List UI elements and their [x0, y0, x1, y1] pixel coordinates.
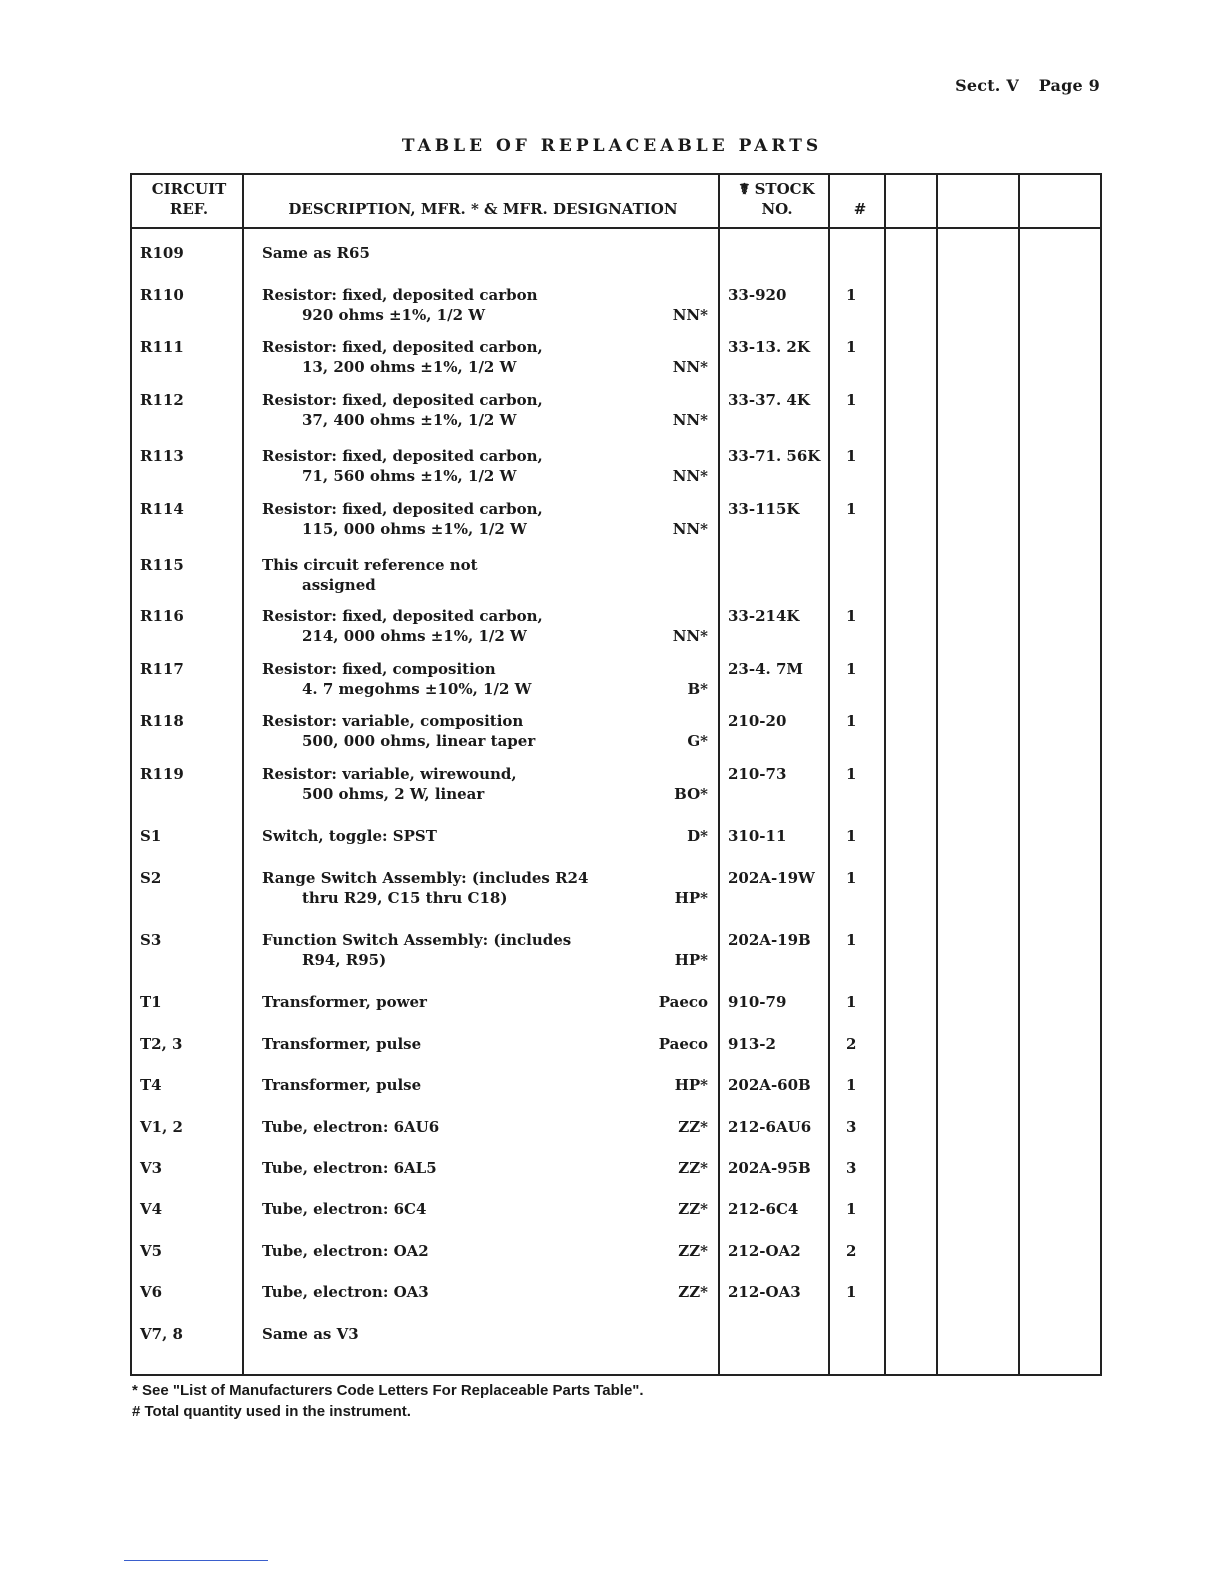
stock-number: 33-920 [728, 286, 787, 304]
description-line-1: Resistor: variable, wirewound, [262, 765, 517, 783]
column-divider [718, 175, 720, 1374]
description-line-2: thru R29, C15 thru C18) [302, 889, 508, 907]
circuit-ref: V6 [140, 1283, 163, 1301]
column-header-line: ☤ STOCK [739, 180, 815, 198]
circuit-ref: R111 [140, 338, 184, 356]
stock-number: 33-37. 4K [728, 391, 810, 409]
table-title: TABLE OF REPLACEABLE PARTS [401, 136, 823, 156]
circuit-ref: R113 [140, 447, 184, 465]
manufacturer-code: ZZ* [678, 1159, 708, 1177]
circuit-ref: V4 [140, 1200, 163, 1218]
circuit-ref: T4 [140, 1076, 162, 1094]
manufacturer-code: NN* [672, 358, 708, 376]
page-header [955, 76, 1100, 95]
description-line-1: Tube, electron: 6AU6 [262, 1118, 440, 1136]
description-line-2: 214, 000 ohms ±1%, 1/2 W [302, 627, 527, 645]
quantity: 1 [846, 1283, 857, 1301]
description-line-2: 500, 000 ohms, linear taper [302, 732, 536, 750]
description-line-1: Resistor: fixed, composition [262, 660, 496, 678]
description [262, 446, 592, 486]
description [262, 390, 592, 430]
manufacturer-code: ZZ* [678, 1283, 708, 1301]
description [262, 1241, 592, 1261]
circuit-ref: V7, 8 [140, 1325, 183, 1343]
quantity: 3 [846, 1118, 857, 1136]
description [262, 1158, 592, 1178]
quantity: 1 [846, 391, 857, 409]
description-line-1: Range Switch Assembly: (includes R24 [262, 869, 589, 887]
manufacturer-code: NN* [672, 306, 708, 324]
circuit-ref: R117 [140, 660, 184, 678]
description [262, 555, 592, 595]
description [262, 1324, 592, 1344]
column-header-line: REF. [169, 200, 209, 218]
description-line-1: Resistor: fixed, deposited carbon, [262, 607, 543, 625]
description-line-1: Resistor: fixed, deposited carbon, [262, 391, 543, 409]
description [262, 868, 592, 908]
quantity: 2 [846, 1242, 857, 1260]
description-line-1: Resistor: fixed, deposited carbon, [262, 500, 543, 518]
description-line-1: Transformer, pulse [262, 1076, 422, 1094]
quantity: 1 [846, 338, 857, 356]
description [262, 1034, 592, 1054]
quantity: 1 [846, 500, 857, 518]
parts-table [130, 173, 1102, 1376]
description-line-2: 920 ohms ±1%, 1/2 W [302, 306, 486, 324]
description-line-1: Tube, electron: 6AL5 [262, 1159, 437, 1177]
circuit-ref: S2 [140, 869, 162, 887]
manufacturer-code: ZZ* [678, 1242, 708, 1260]
column-divider [884, 175, 886, 1374]
manufacturer-code: HP* [674, 889, 708, 907]
description [262, 499, 592, 539]
circuit-ref: T2, 3 [140, 1035, 183, 1053]
manufacturer-code: NN* [672, 411, 708, 429]
stock-number: 212-OA3 [728, 1283, 801, 1301]
section-label: Sect. V [955, 76, 1019, 95]
description-line-2: assigned [302, 576, 376, 594]
quantity: 1 [846, 1200, 857, 1218]
column-divider [242, 175, 244, 1374]
description-line-1: Function Switch Assembly: (includes [262, 931, 572, 949]
description-line-1: Switch, toggle: SPST [262, 827, 437, 845]
description [262, 930, 592, 970]
circuit-ref: S1 [140, 827, 162, 845]
stock-number: 212-OA2 [728, 1242, 801, 1260]
stock-number: 33-115K [728, 500, 800, 518]
manufacturer-code: BO* [674, 785, 708, 803]
description [262, 1199, 592, 1219]
footnotes [132, 1380, 644, 1422]
description-line-1: Resistor: fixed, deposited carbon, [262, 447, 543, 465]
description-line-2: 37, 400 ohms ±1%, 1/2 W [302, 411, 517, 429]
description-line-1: Resistor: variable, composition [262, 712, 524, 730]
circuit-ref: R116 [140, 607, 184, 625]
stock-number: 202A-95B [728, 1159, 811, 1177]
stock-number: 212-6C4 [728, 1200, 799, 1218]
quantity: 1 [846, 827, 857, 845]
page-number: Page 9 [1038, 76, 1100, 95]
description-line-1: Resistor: fixed, deposited carbon [262, 286, 538, 304]
column-header-stock-no [722, 179, 832, 231]
stock-number: 33-71. 56K [728, 447, 821, 465]
description-line-1: Resistor: fixed, deposited carbon, [262, 338, 543, 356]
description-line-2: 13, 200 ohms ±1%, 1/2 W [302, 358, 517, 376]
description-line-1: Tube, electron: OA2 [262, 1242, 429, 1260]
description-line-1: Transformer, pulse [262, 1035, 422, 1053]
description-line-2: 71, 560 ohms ±1%, 1/2 W [302, 467, 517, 485]
description-line-1: Same as R65 [262, 244, 370, 262]
description-line-1: Tube, electron: OA3 [262, 1283, 429, 1301]
column-divider [936, 175, 938, 1374]
circuit-ref: V5 [140, 1242, 163, 1260]
manufacturer-code: ZZ* [678, 1200, 708, 1218]
circuit-ref: R114 [140, 500, 184, 518]
circuit-ref: R115 [140, 556, 184, 574]
circuit-ref: R110 [140, 286, 184, 304]
footnote-manufacturer: * See "List of Manufacturers Code Letters For Replaceable Parts Table". [132, 1382, 644, 1399]
description [262, 337, 592, 377]
description [262, 826, 592, 846]
quantity: 1 [846, 660, 857, 678]
manufacturer-code: NN* [672, 520, 708, 538]
circuit-ref: R109 [140, 244, 184, 262]
column-header-description: DESCRIPTION, MFR. * & MFR. DESIGNATION [288, 200, 678, 218]
quantity: 1 [846, 1076, 857, 1094]
circuit-ref: V3 [140, 1159, 163, 1177]
column-header-quantity: # [853, 200, 867, 218]
circuit-ref: S3 [140, 931, 162, 949]
circuit-ref: R112 [140, 391, 184, 409]
quantity: 1 [846, 869, 857, 887]
description-line-1: Transformer, power [262, 993, 427, 1011]
manufacturer-code: HP* [674, 951, 708, 969]
manufacturer-code: NN* [672, 467, 708, 485]
description [262, 764, 592, 804]
stock-number: 202A-19W [728, 869, 815, 887]
description-line-2: 500 ohms, 2 W, linear [302, 785, 485, 803]
stock-number: 210-20 [728, 712, 787, 730]
stock-number: 202A-19B [728, 931, 811, 949]
manufacturer-code: HP* [674, 1076, 708, 1094]
manufacturer-code: B* [687, 680, 708, 698]
quantity: 2 [846, 1035, 857, 1053]
manufacturer-code: D* [687, 827, 708, 845]
quantity: 1 [846, 286, 857, 304]
description [262, 606, 592, 646]
footnote-quantity: # Total quantity used in the instrument. [132, 1403, 411, 1420]
description-line-2: R94, R95) [302, 951, 387, 969]
stock-number: 212-6AU6 [728, 1118, 812, 1136]
stock-number: 310-11 [728, 827, 787, 845]
quantity: 1 [846, 931, 857, 949]
quantity: 1 [846, 607, 857, 625]
description-line-1: This circuit reference not [262, 556, 478, 574]
description-line-1: Same as V3 [262, 1325, 359, 1343]
quantity: 1 [846, 447, 857, 465]
stock-number: 210-73 [728, 765, 787, 783]
manufacturer-code: Paeco [658, 1035, 708, 1053]
description [262, 1117, 592, 1137]
column-divider [1018, 175, 1020, 1374]
manufacturer-code: ZZ* [678, 1118, 708, 1136]
footer-rule [124, 1560, 268, 1561]
description-line-1: Tube, electron: 6C4 [262, 1200, 427, 1218]
description [262, 1282, 592, 1302]
description [262, 1075, 592, 1095]
manufacturer-code: Paeco [658, 993, 708, 1011]
stock-number: 202A-60B [728, 1076, 811, 1094]
description-line-2: 115, 000 ohms ±1%, 1/2 W [302, 520, 527, 538]
description [262, 711, 592, 751]
circuit-ref: R118 [140, 712, 184, 730]
column-header-line: CIRCUIT [151, 180, 227, 198]
quantity: 3 [846, 1159, 857, 1177]
description-line-2: 4. 7 megohms ±10%, 1/2 W [302, 680, 532, 698]
manufacturer-code: G* [687, 732, 708, 750]
stock-number: 33-214K [728, 607, 800, 625]
description [262, 659, 592, 699]
quantity: 1 [846, 765, 857, 783]
description [262, 243, 592, 263]
quantity: 1 [846, 993, 857, 1011]
stock-number: 33-13. 2K [728, 338, 810, 356]
description [262, 285, 592, 325]
column-header-line: NO. [761, 200, 793, 218]
circuit-ref: R119 [140, 765, 184, 783]
description [262, 992, 592, 1012]
stock-number: 913-2 [728, 1035, 776, 1053]
circuit-ref: V1, 2 [140, 1118, 183, 1136]
column-header-circuit-ref [136, 179, 242, 231]
manufacturer-code: NN* [672, 627, 708, 645]
stock-number: 910-79 [728, 993, 787, 1011]
circuit-ref: T1 [140, 993, 162, 1011]
quantity: 1 [846, 712, 857, 730]
stock-number: 23-4. 7M [728, 660, 804, 678]
